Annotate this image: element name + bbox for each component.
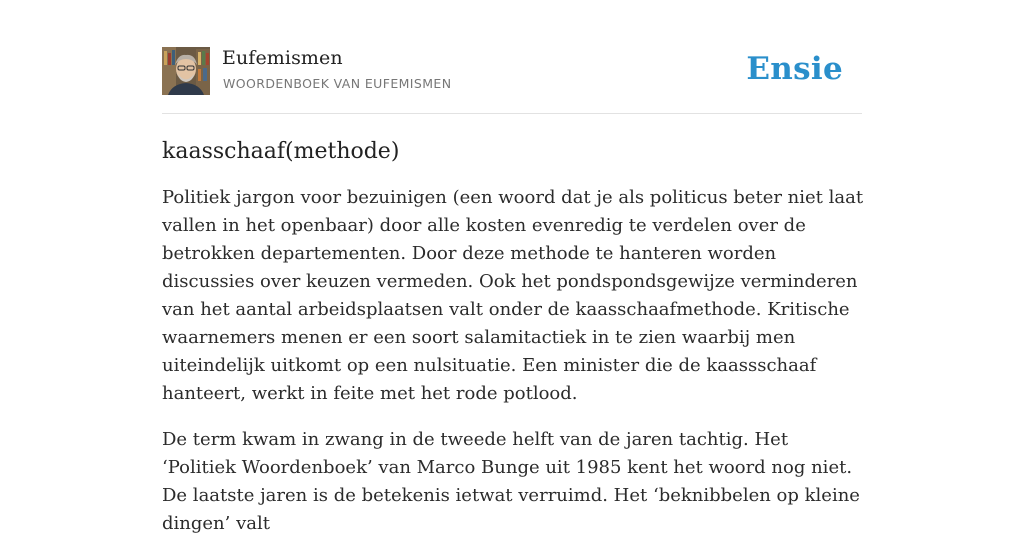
article (162, 136, 864, 556)
header-divider (162, 113, 862, 114)
article-paragraph: De term kwam in zwang in de tweede helft van de jaren tachtig. Het ‘Politiek Woordenboek’ van Marco Bunge uit 1985 kent het woord nog niet. De laatste jaren is de betekenis ietwat verruimd. Het ‘beknibbelen op kleine dingen’ valt (162, 429, 860, 534)
site-name[interactable]: Eufemismen (222, 47, 343, 69)
site-subtitle: WOORDENBOEK VAN EUFEMISMEN (223, 76, 452, 91)
page-title: kaasschaaf(methode) (162, 139, 400, 164)
author-portrait-icon (162, 47, 210, 95)
article-paragraph: Politiek jargon voor bezuinigen (een woord dat je als politicus beter niet laat vallen in het openbaar) door alle kosten evenredig te verdelen over de betrokken departementen. Door deze methode te hanteren worden discussies over keuzen vermeden. Ook het pondspondsgewijze verminderen van het aantal arbeidsplaatsen valt onder de kaasschaafmethode. Kritische waarnemers menen er een soort salamitactiek in te zien waarbij men uiteindelijk uitkomt op een nulsituatie. Een minister die de kaassschaaf hanteert, werkt in feite met het rode potlood. (162, 187, 864, 404)
ensie-logo-link[interactable]: Ensie (746, 51, 843, 87)
header (162, 47, 862, 95)
avatar[interactable] (162, 47, 210, 95)
